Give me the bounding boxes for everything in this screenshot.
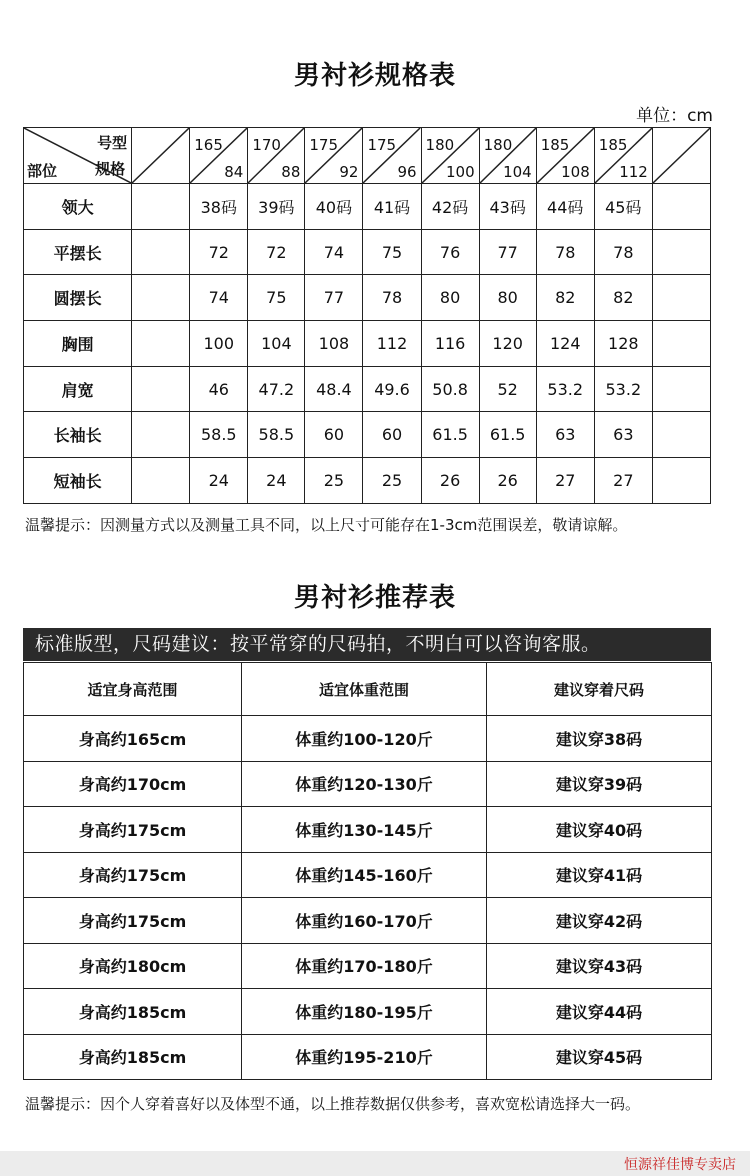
- table-cell: 120: [479, 321, 536, 367]
- table-cell: 身高约175cm: [24, 852, 242, 898]
- column-header: 建议穿着尺码: [487, 663, 712, 716]
- table-cell: 身高约185cm: [24, 989, 242, 1035]
- row-label: 胸围: [24, 321, 132, 367]
- table-cell: 72: [248, 229, 305, 275]
- table-cell: 身高约180cm: [24, 943, 242, 989]
- table-cell: 体重约170-180斤: [242, 943, 487, 989]
- table-row: [24, 229, 711, 275]
- table-cell: 42码: [421, 184, 479, 230]
- size-header-cell: [421, 128, 479, 184]
- table-cell: 104: [248, 321, 305, 367]
- table-cell: 41码: [363, 184, 421, 230]
- size-height: 175: [367, 136, 397, 154]
- table-cell: 50.8: [421, 366, 479, 412]
- empty-cell: [132, 321, 190, 367]
- spec-note: 温馨提示：因测量方式以及测量工具不同，以上尺寸可能存在1-3cm范围误差，敬请谅解。: [25, 516, 628, 534]
- size-spec-table: [23, 127, 711, 504]
- table-row: [24, 852, 712, 898]
- table-cell: 80: [421, 275, 479, 321]
- table-cell: 身高约185cm: [24, 1034, 242, 1080]
- spec-header-row: [24, 128, 711, 184]
- empty-cell: [132, 458, 190, 504]
- rec-header-row: [24, 663, 712, 716]
- table-cell: 124: [536, 321, 594, 367]
- table-cell: 76: [421, 229, 479, 275]
- unit-label: 单位：cm: [636, 106, 713, 126]
- empty-cell: [132, 229, 190, 275]
- table-cell: 74: [190, 275, 248, 321]
- table-cell: 112: [363, 321, 421, 367]
- table-cell: 44码: [536, 184, 594, 230]
- table-cell: 74: [305, 229, 363, 275]
- table-cell: 52: [479, 366, 536, 412]
- table-row: [24, 366, 711, 412]
- table-row: [24, 321, 711, 367]
- table-row: [24, 943, 712, 989]
- diagonal-divider: [653, 128, 710, 183]
- corner-cell: [24, 128, 132, 184]
- table-cell: 体重约180-195斤: [242, 989, 487, 1035]
- table-cell: 47.2: [248, 366, 305, 412]
- table-cell: 体重约160-170斤: [242, 898, 487, 944]
- table-cell: 72: [190, 229, 248, 275]
- table-row: [24, 275, 711, 321]
- blank-header-cell: [132, 128, 190, 184]
- table-cell: 27: [594, 458, 652, 504]
- size-height: 165: [194, 136, 223, 154]
- table-cell: 108: [305, 321, 363, 367]
- table-cell: 61.5: [479, 412, 536, 458]
- empty-cell: [652, 458, 710, 504]
- table-cell: 体重约145-160斤: [242, 852, 487, 898]
- table-cell: 61.5: [421, 412, 479, 458]
- size-header-cell: [479, 128, 536, 184]
- table-cell: 建议穿44码: [487, 989, 712, 1035]
- blank-header-cell: [652, 128, 710, 184]
- table-cell: 46: [190, 366, 248, 412]
- size-height: 170: [252, 136, 281, 154]
- table-cell: 25: [363, 458, 421, 504]
- table-cell: 75: [248, 275, 305, 321]
- table-cell: 77: [479, 229, 536, 275]
- table-cell: 80: [479, 275, 536, 321]
- row-label: 肩宽: [24, 366, 132, 412]
- empty-cell: [652, 229, 710, 275]
- table-cell: 60: [305, 412, 363, 458]
- empty-cell: [652, 275, 710, 321]
- table-cell: 身高约170cm: [24, 761, 242, 807]
- table-cell: 77: [305, 275, 363, 321]
- size-chest: 104: [503, 163, 532, 181]
- table-row: [24, 1034, 712, 1080]
- table-cell: 60: [363, 412, 421, 458]
- table-cell: 建议穿41码: [487, 852, 712, 898]
- table-cell: 82: [594, 275, 652, 321]
- table-cell: 26: [421, 458, 479, 504]
- table-cell: 建议穿43码: [487, 943, 712, 989]
- table-cell: 24: [248, 458, 305, 504]
- table-row: [24, 761, 712, 807]
- size-recommendation-table: [23, 662, 712, 1080]
- table-cell: 建议穿45码: [487, 1034, 712, 1080]
- spec-table-title: 男衬衫规格表: [293, 61, 456, 91]
- size-chest: 92: [339, 163, 359, 181]
- table-cell: 体重约130-145斤: [242, 807, 487, 853]
- table-cell: 128: [594, 321, 652, 367]
- table-row: [24, 807, 712, 853]
- size-chest: 112: [619, 163, 648, 181]
- corner-label-part: 部位: [27, 162, 58, 180]
- table-cell: 53.2: [594, 366, 652, 412]
- size-header-cell: [190, 128, 248, 184]
- diagonal-divider: [132, 128, 189, 183]
- empty-cell: [132, 275, 190, 321]
- size-header-cell: [363, 128, 421, 184]
- column-header: 适宜身高范围: [24, 663, 242, 716]
- corner-label-size: 号型: [97, 134, 128, 152]
- table-row: [24, 898, 712, 944]
- empty-cell: [132, 184, 190, 230]
- table-cell: 58.5: [248, 412, 305, 458]
- table-cell: 建议穿38码: [487, 716, 712, 762]
- size-height: 180: [483, 136, 513, 154]
- table-cell: 体重约120-130斤: [242, 761, 487, 807]
- size-chest: 96: [397, 163, 417, 181]
- table-row: [24, 716, 712, 762]
- table-cell: 45码: [594, 184, 652, 230]
- table-cell: 25: [305, 458, 363, 504]
- size-header-cell: [248, 128, 305, 184]
- size-height: 185: [598, 136, 628, 154]
- row-label: 领大: [24, 184, 132, 230]
- table-cell: 53.2: [536, 366, 594, 412]
- table-cell: 78: [594, 229, 652, 275]
- table-cell: 建议穿42码: [487, 898, 712, 944]
- table-cell: 39码: [248, 184, 305, 230]
- table-cell: 27: [536, 458, 594, 504]
- empty-cell: [132, 366, 190, 412]
- size-header-cell: [594, 128, 652, 184]
- size-chest: 100: [445, 163, 475, 181]
- table-row: [24, 184, 711, 230]
- size-header-cell: [536, 128, 594, 184]
- table-cell: 建议穿39码: [487, 761, 712, 807]
- table-cell: 48.4: [305, 366, 363, 412]
- table-row: [24, 458, 711, 504]
- table-cell: 58.5: [190, 412, 248, 458]
- row-label: 短袖长: [24, 458, 132, 504]
- table-cell: 建议穿40码: [487, 807, 712, 853]
- table-cell: 49.6: [363, 366, 421, 412]
- size-chest: 108: [561, 163, 590, 181]
- shop-name: 恒源祥佳博专卖店: [624, 1157, 736, 1173]
- table-cell: 116: [421, 321, 479, 367]
- empty-cell: [652, 366, 710, 412]
- table-cell: 100: [190, 321, 248, 367]
- table-cell: 身高约175cm: [24, 807, 242, 853]
- size-height: 180: [425, 136, 455, 154]
- empty-cell: [132, 412, 190, 458]
- table-row: [24, 989, 712, 1035]
- size-chest: 84: [224, 163, 244, 181]
- size-height: 175: [309, 136, 339, 154]
- empty-cell: [652, 412, 710, 458]
- rec-table-title: 男衬衫推荐表: [293, 583, 456, 613]
- corner-label-spec: 规格: [95, 160, 126, 178]
- table-cell: 身高约175cm: [24, 898, 242, 944]
- empty-cell: [652, 321, 710, 367]
- table-cell: 78: [363, 275, 421, 321]
- table-cell: 82: [536, 275, 594, 321]
- row-label: 圆摆长: [24, 275, 132, 321]
- table-cell: 63: [536, 412, 594, 458]
- table-cell: 63: [594, 412, 652, 458]
- table-cell: 40码: [305, 184, 363, 230]
- recommendation-banner: 标准版型，尺码建议：按平常穿的尺码拍，不明白可以咨询客服。: [23, 628, 711, 661]
- table-cell: 身高约165cm: [24, 716, 242, 762]
- empty-cell: [652, 184, 710, 230]
- table-cell: 体重约100-120斤: [242, 716, 487, 762]
- row-label: 长袖长: [24, 412, 132, 458]
- row-label: 平摆长: [24, 229, 132, 275]
- table-cell: 43码: [479, 184, 536, 230]
- rec-note: 温馨提示：因个人穿着喜好以及体型不通，以上推荐数据仅供参考，喜欢宽松请选择大一码。: [25, 1095, 641, 1113]
- table-row: [24, 412, 711, 458]
- table-cell: 38码: [190, 184, 248, 230]
- size-header-cell: [305, 128, 363, 184]
- table-cell: 26: [479, 458, 536, 504]
- table-cell: 75: [363, 229, 421, 275]
- size-chest: 88: [281, 163, 301, 181]
- table-cell: 24: [190, 458, 248, 504]
- table-cell: 体重约195-210斤: [242, 1034, 487, 1080]
- size-height: 185: [540, 136, 570, 154]
- table-cell: 78: [536, 229, 594, 275]
- column-header: 适宜体重范围: [242, 663, 487, 716]
